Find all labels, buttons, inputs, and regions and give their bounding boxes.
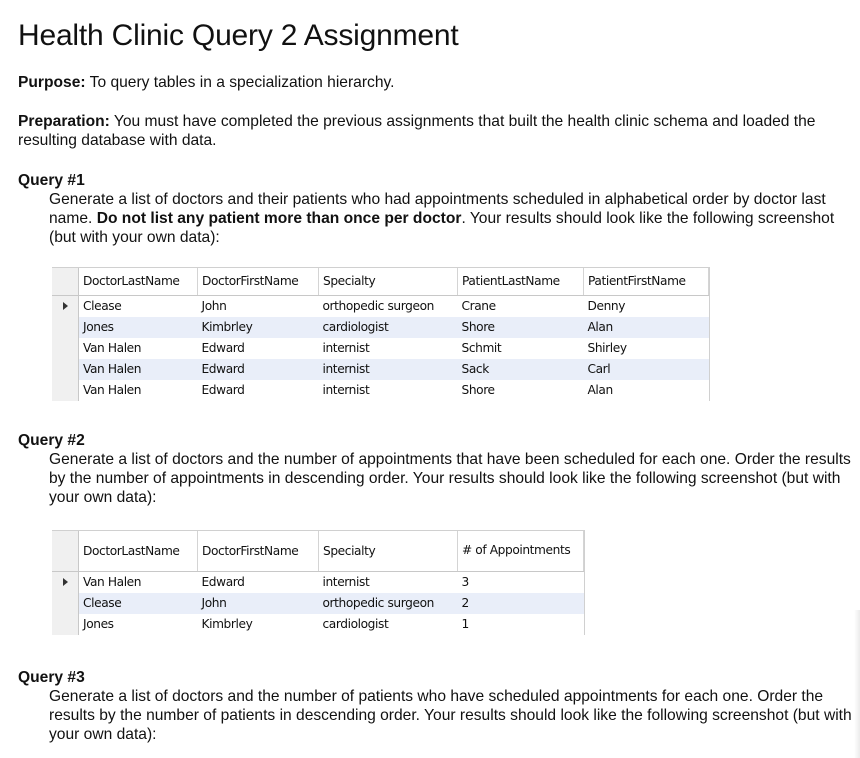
column-header[interactable]: PatientFirstName	[584, 268, 709, 295]
row-selector[interactable]	[52, 380, 79, 401]
row-selector[interactable]	[52, 317, 79, 338]
table-cell: Shore	[458, 317, 584, 338]
query3-heading: Query #3	[18, 669, 85, 686]
table-cell: Kimbrley	[198, 317, 319, 338]
table-cell: Shore	[461, 383, 495, 397]
row-selector-header	[52, 531, 79, 571]
table-cell: cardiologist	[319, 317, 458, 338]
table-cell: 3	[461, 575, 469, 589]
page-title: Health Clinic Query 2 Assignment	[18, 19, 459, 52]
column-header[interactable]: DoctorLastName	[79, 531, 198, 571]
query1-text-after: . Your results should look like the following screenshot (but with your own data):	[49, 210, 835, 246]
table-cell: 2	[458, 593, 584, 614]
row-selector[interactable]	[52, 295, 79, 317]
table-cell: Sack	[458, 359, 584, 380]
table-row[interactable]	[52, 338, 709, 359]
column-header[interactable]: Specialty	[319, 268, 458, 295]
query2-description: Generate a list of doctors and the number of appointments that have been scheduled for each one. Order the results by the number of appointments in descending order. Your results should look like the following screenshot (but with your own data):	[49, 451, 851, 506]
preparation-text: You must have completed the previous assignments that built the health clinic schema and loaded the resulting database with data.	[18, 113, 816, 149]
table-row[interactable]	[52, 295, 709, 317]
query1-header-row	[52, 268, 709, 295]
query1-text-before: Generate a list of doctors and their patients who had appointments scheduled in alphabetical order by doctor last name.	[49, 191, 826, 227]
row-selector-header	[52, 268, 79, 295]
table-row[interactable]	[52, 359, 709, 380]
query2-result-grid	[52, 530, 585, 635]
table-cell: internist	[322, 575, 370, 589]
table-row[interactable]	[52, 614, 584, 635]
table-cell: Jones	[79, 614, 198, 635]
row-selector[interactable]	[52, 593, 79, 614]
table-cell: cardiologist	[322, 617, 389, 631]
query1-result-grid	[52, 267, 710, 401]
table-cell: Van Halen	[79, 571, 198, 593]
query2-heading: Query #2	[18, 432, 85, 449]
query3-description: Generate a list of doctors and the number of patients who have scheduled appointments for each one. Order the results by the number of patients in descending order. Your results should look like the following screenshot (but with your own data):	[49, 688, 852, 743]
table-cell: Alan	[587, 383, 613, 397]
column-header[interactable]: Specialty	[319, 531, 458, 571]
table-cell: Van Halen	[79, 380, 198, 401]
column-header[interactable]: DoctorLastName	[79, 268, 198, 295]
table-cell: Kimbrley	[201, 617, 253, 631]
table-row[interactable]	[52, 380, 709, 401]
purpose-paragraph	[18, 73, 848, 92]
table-cell: internist	[319, 359, 458, 380]
table-cell: 1	[461, 617, 469, 631]
query2-header-row	[52, 531, 584, 571]
row-selector[interactable]	[52, 571, 79, 593]
table-cell: Denny	[587, 299, 626, 313]
table-cell: Edward	[201, 383, 245, 397]
row-selector[interactable]	[52, 614, 79, 635]
purpose-text: To query tables in a specialization hierarchy.	[85, 74, 395, 91]
column-header[interactable]: DoctorFirstName	[198, 531, 319, 571]
table-row[interactable]	[52, 571, 584, 593]
table-cell: Carl	[584, 359, 709, 380]
query2-result-table	[52, 531, 584, 635]
table-cell: Alan	[584, 317, 709, 338]
query1-description	[49, 190, 855, 247]
table-cell: Van Halen	[79, 359, 198, 380]
table-cell: Edward	[198, 359, 319, 380]
query1-bold-instruction: Do not list any patient more than once per doctor	[96, 210, 462, 227]
table-cell: internist	[322, 383, 370, 397]
table-row[interactable]	[52, 593, 584, 614]
table-cell: Clease	[79, 295, 198, 317]
table-cell: John	[198, 593, 319, 614]
preparation-label: Preparation:	[18, 113, 110, 130]
table-cell: Shirley	[587, 341, 627, 355]
row-selector[interactable]	[52, 359, 79, 380]
table-cell: Jones	[79, 317, 198, 338]
table-cell: orthopedic surgeon	[322, 299, 434, 313]
table-cell: John	[201, 299, 227, 313]
column-header[interactable]: PatientLastName	[458, 268, 584, 295]
column-header[interactable]: # of Appointments	[458, 531, 584, 571]
current-row-arrow-icon	[63, 578, 68, 586]
table-cell: Edward	[201, 575, 245, 589]
row-selector[interactable]	[52, 338, 79, 359]
query1-result-table	[52, 268, 709, 401]
table-cell: Edward	[201, 341, 245, 355]
table-cell: orthopedic surgeon	[319, 593, 458, 614]
page-edge-shadow	[854, 610, 860, 758]
table-row[interactable]	[52, 317, 709, 338]
table-cell: internist	[322, 341, 370, 355]
table-cell: Clease	[79, 593, 198, 614]
table-cell: Van Halen	[79, 338, 198, 359]
column-header[interactable]: DoctorFirstName	[198, 268, 319, 295]
current-row-arrow-icon	[63, 302, 68, 310]
table-cell: Crane	[461, 299, 496, 313]
table-cell: Schmit	[461, 341, 502, 355]
preparation-paragraph	[18, 112, 848, 150]
query1-heading: Query #1	[18, 172, 85, 189]
purpose-label: Purpose:	[18, 74, 86, 91]
